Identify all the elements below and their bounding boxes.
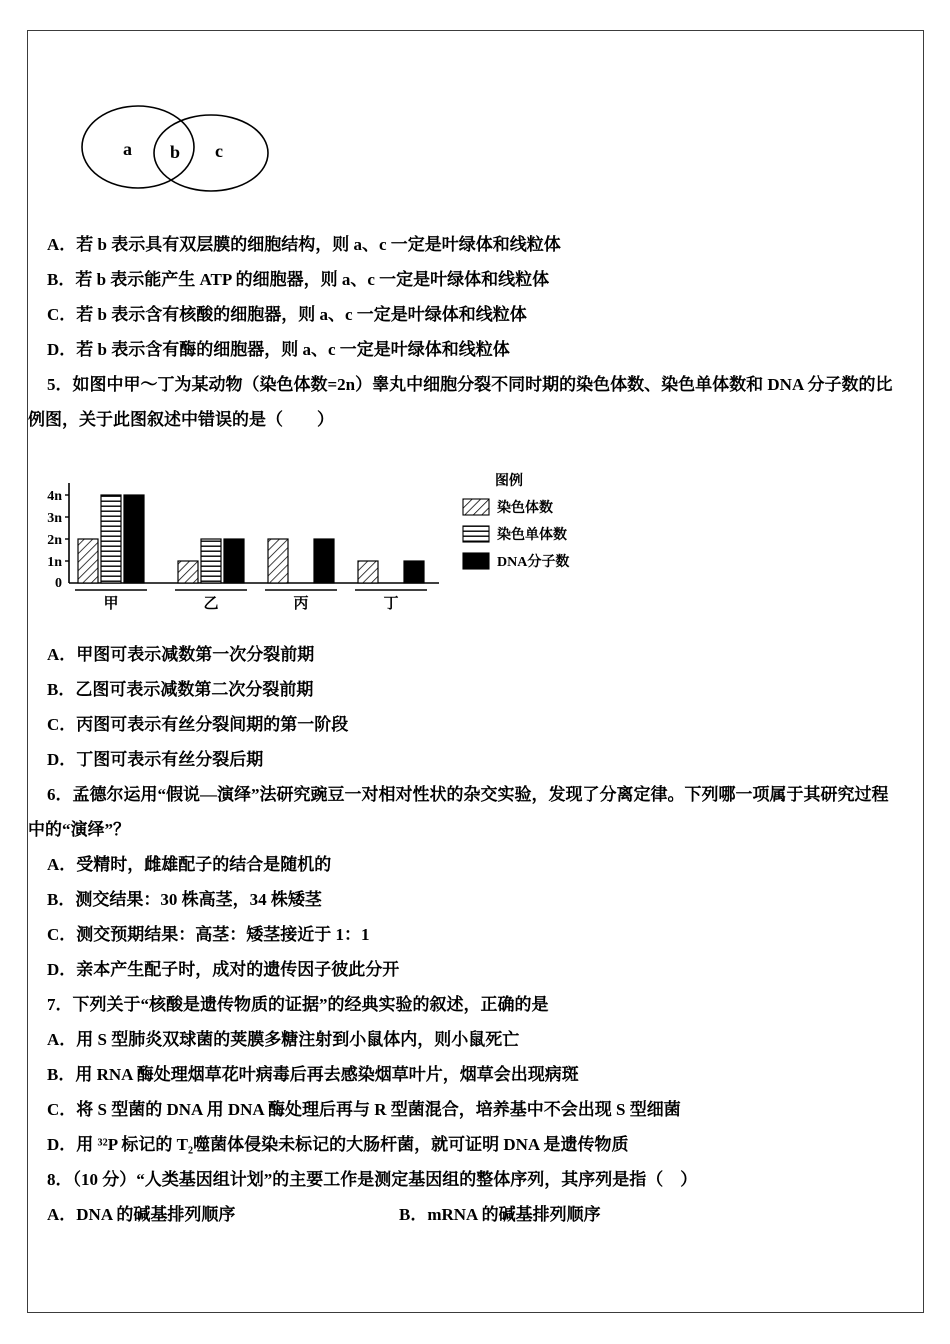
q6-option-a: A．受精时，雌雄配子的结合是随机的: [47, 855, 332, 874]
venn-diagram: [53, 102, 298, 197]
q5-option-b: B．乙图可表示减数第二次分裂前期: [47, 680, 314, 699]
y-tick-label: 3n: [47, 511, 62, 526]
q6-stem: 6．孟德尔运用“假说—演绎”法研究豌豆一对相对性状的杂交实验，发现了分离定律。下列哪一项属于其研究过程中的“演绎”？: [28, 785, 889, 839]
exam-page-content: [28, 72, 905, 1232]
q5-stem: 5．如图中甲～丁为某动物（染色体数=2n）睾丸中细胞分裂不同时期的染色体数、染色单体数和 DNA 分子数的比例图，关于此图叙述中错误的是（ ）: [28, 375, 893, 429]
bar-horizontal-lines: [201, 539, 221, 583]
q6-option-d: D．亲本产生配子时，成对的遗传因子彼此分开: [47, 960, 400, 979]
bar-horizontal-lines: [101, 495, 121, 583]
category-label: 丙: [293, 596, 309, 612]
legend-label: 染色体数: [497, 501, 553, 516]
q4-option-b: B．若 b 表示能产生 ATP 的细胞器，则 a、c 一定是叶绿体和线粒体: [47, 270, 550, 289]
legend-title: 图例: [495, 474, 523, 489]
q4-option-d: D．若 b 表示含有酶的细胞器，则 a、c 一定是叶绿体和线粒体: [47, 340, 510, 359]
q8-option-a: A．DNA 的碱基排列顺序: [47, 1205, 236, 1224]
q5-chart: [39, 465, 905, 625]
q5-option-a: A．甲图可表示减数第一次分裂前期: [47, 645, 315, 664]
q6-option-b: B．测交结果：30 株高茎，34 株矮茎: [47, 890, 322, 909]
bar-diagonal-hatch: [268, 539, 288, 583]
q7-stem: 7．下列关于“核酸是遗传物质的证据”的经典实验的叙述，正确的是: [47, 995, 549, 1014]
q8-stem: 8．（10 分）“人类基因组计划”的主要工作是测定基因组的整体序列，其序列是指（ ）: [47, 1170, 698, 1189]
category-label: 丁: [383, 596, 399, 612]
q4-option-a: A．若 b 表示具有双层膜的细胞结构，则 a、c 一定是叶绿体和线粒体: [47, 235, 561, 254]
legend-swatch: [463, 526, 489, 542]
q6-option-c: C．测交预期结果：高茎：矮茎接近于 1：1: [47, 925, 370, 944]
q5-option-c: C．丙图可表示有丝分裂间期的第一阶段: [47, 715, 349, 734]
category-label: 甲: [103, 596, 119, 612]
bar-solid-black: [224, 539, 244, 583]
venn-label-b: b: [170, 142, 181, 162]
y-tick-label: 1n: [47, 555, 62, 570]
legend-label: DNA分子数: [497, 555, 570, 570]
bar-diagonal-hatch: [78, 539, 98, 583]
bar-solid-black: [404, 561, 424, 583]
legend-swatch: [463, 553, 489, 569]
q5-chart-svg: [39, 465, 599, 625]
legend-swatch: [463, 499, 489, 515]
y-tick-label: 0: [55, 576, 62, 591]
bar-diagonal-hatch: [358, 561, 378, 583]
q8-options-row: [47, 1197, 905, 1232]
y-tick-label: 2n: [47, 533, 62, 548]
q4-option-c: C．若 b 表示含有核酸的细胞器，则 a、c 一定是叶绿体和线粒体: [47, 305, 527, 324]
legend-label: 染色单体数: [497, 528, 567, 543]
q7-option-d: D．用 ³²P 标记的 T₂噬菌体侵染未标记的大肠杆菌，就可证明 DNA 是遗传物质: [47, 1135, 629, 1154]
q7-option-b: B．用 RNA 酶处理烟草花叶病毒后再去感染烟草叶片，烟草会出现病斑: [47, 1065, 579, 1084]
bar-solid-black: [314, 539, 334, 583]
bar-diagonal-hatch: [178, 561, 198, 583]
q7-option-a: A．用 S 型肺炎双球菌的荚膜多糖注射到小鼠体内，则小鼠死亡: [47, 1030, 520, 1049]
q7-option-c: C．将 S 型菌的 DNA 用 DNA 酶处理后再与 R 型菌混合，培养基中不会出现 S 型细菌: [47, 1100, 681, 1119]
category-label: 乙: [203, 596, 219, 612]
y-tick-label: 4n: [47, 489, 62, 504]
q5-option-d: D．丁图可表示有丝分裂后期: [47, 750, 264, 769]
venn-label-c: c: [215, 141, 223, 161]
bar-solid-black: [124, 495, 144, 583]
venn-label-a: a: [123, 139, 132, 159]
q8-option-b: B．mRNA 的碱基排列顺序: [399, 1205, 601, 1224]
